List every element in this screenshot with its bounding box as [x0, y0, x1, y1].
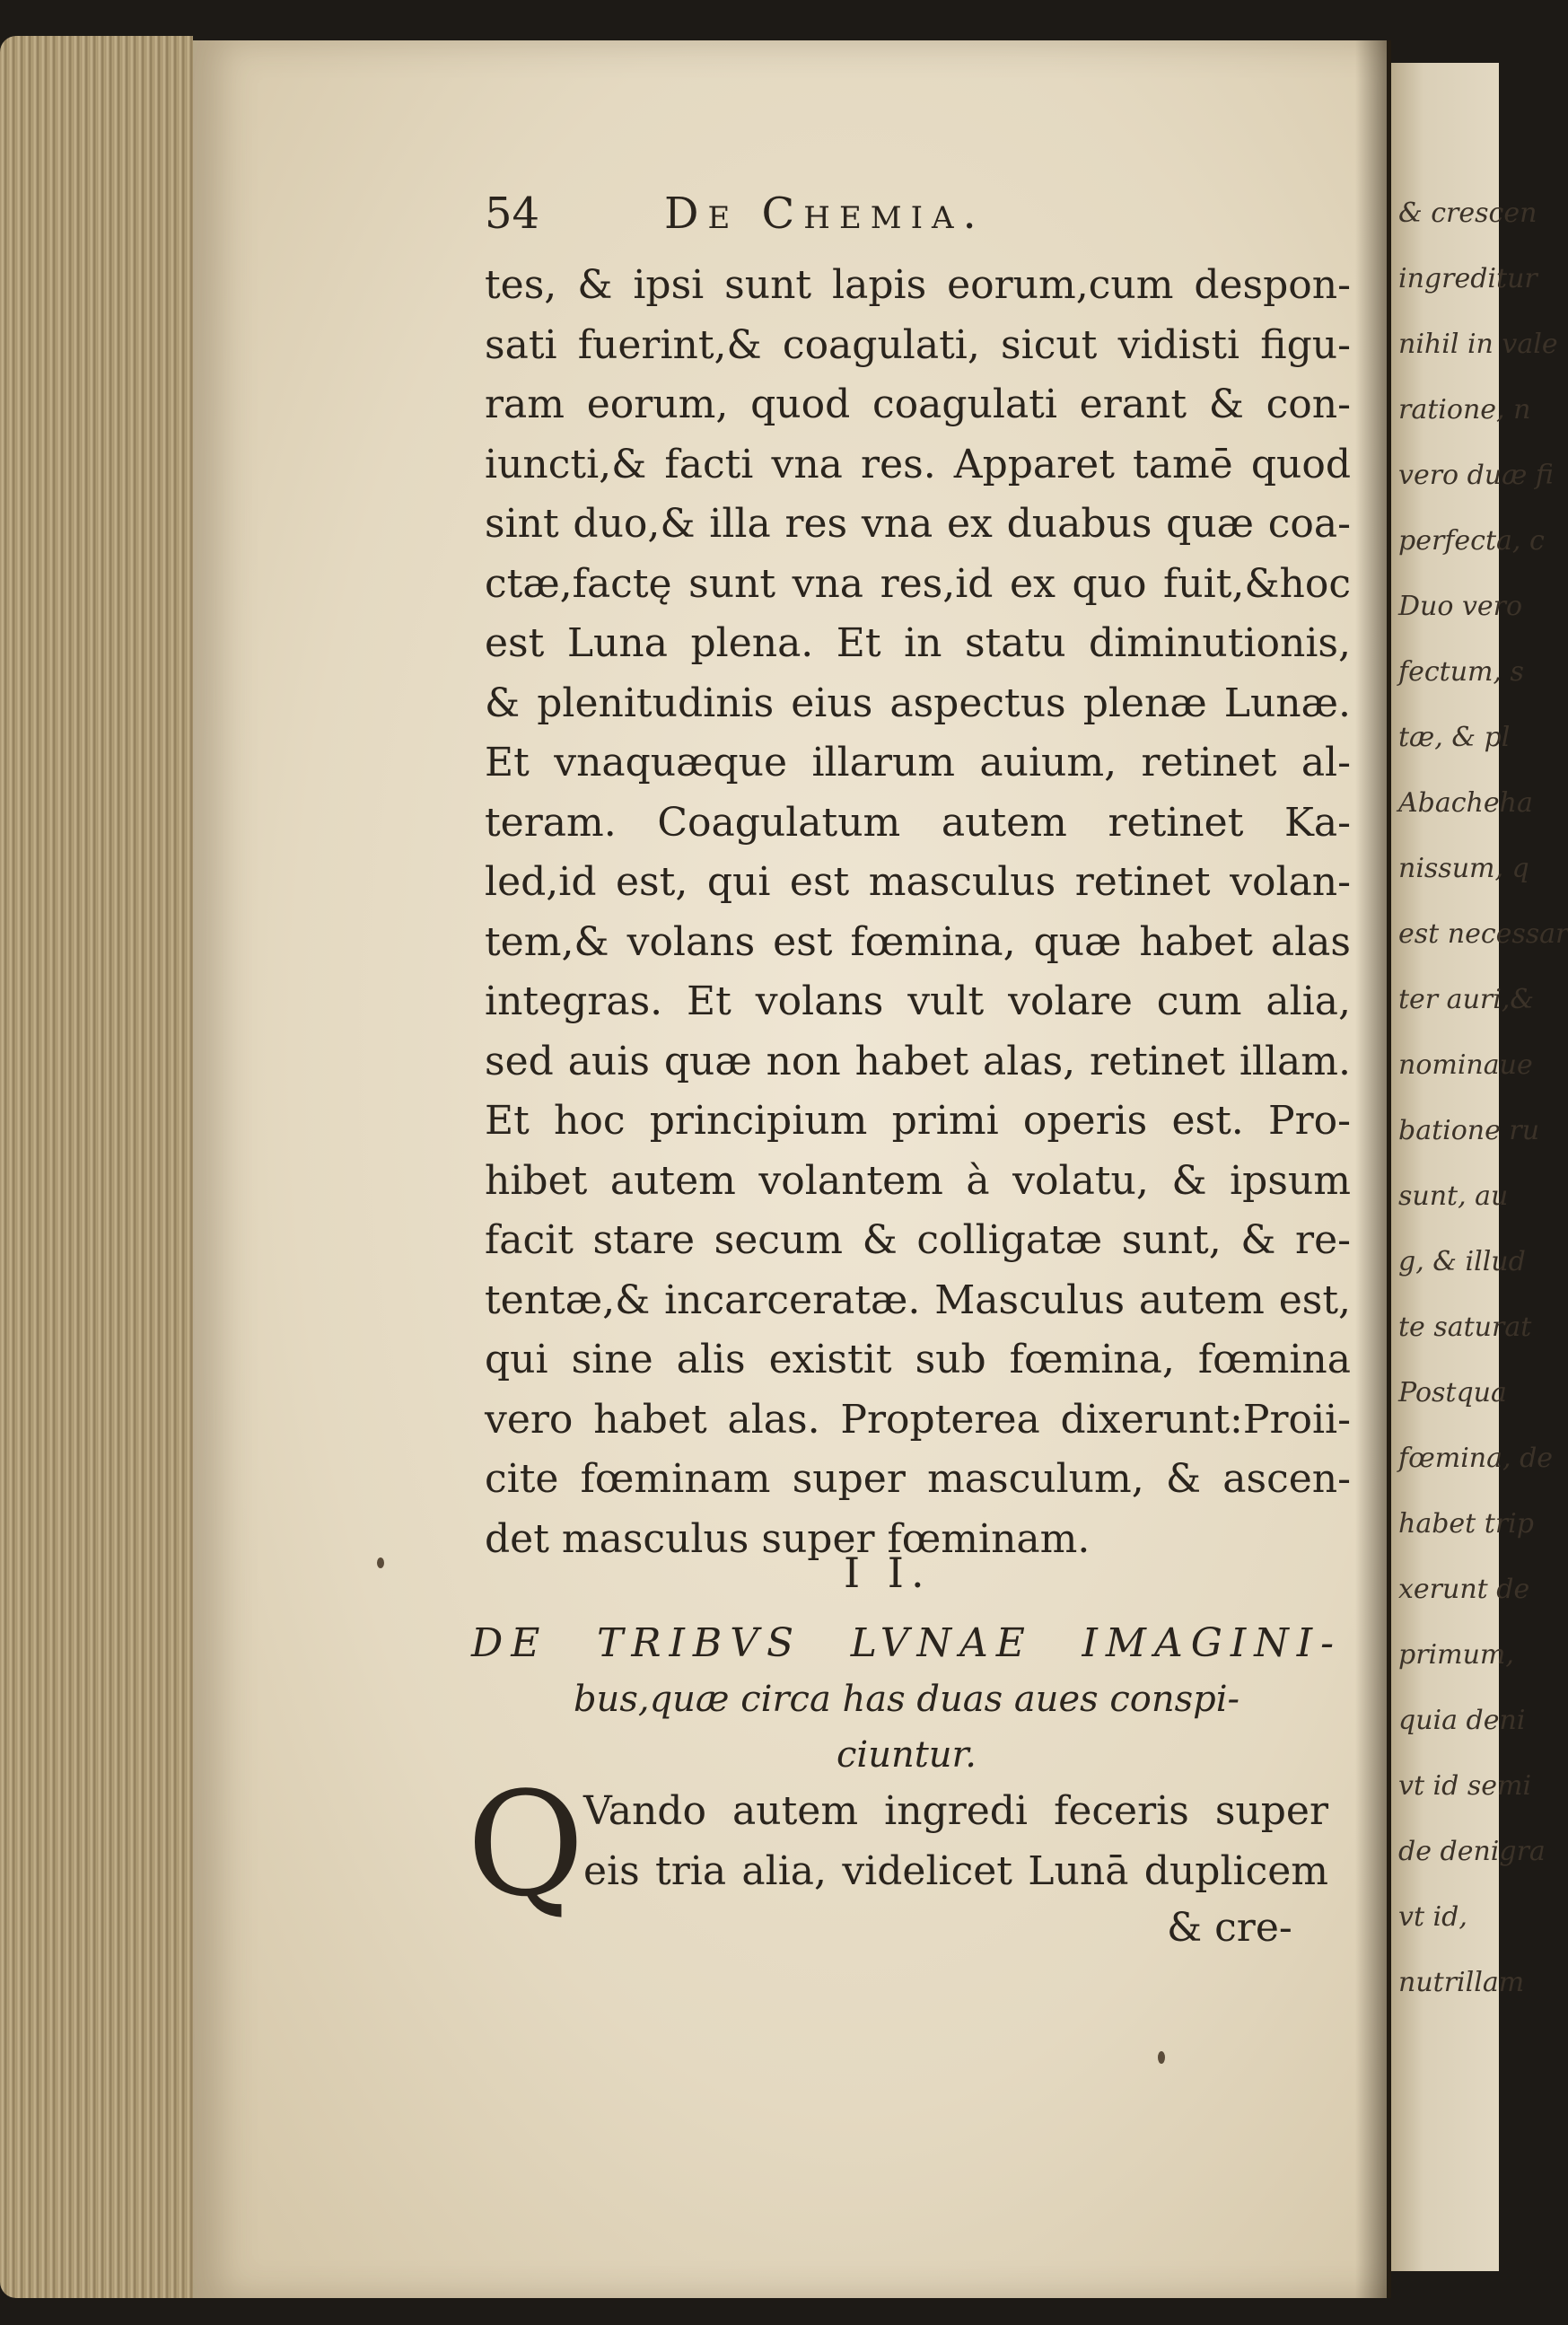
facing-page-text: ratione, n	[1398, 394, 1531, 426]
facing-page-text: vt id semi	[1398, 1770, 1532, 1802]
text-line: ctæ,factę sunt vna res,id ex quo fuit,&hoc	[485, 560, 1351, 607]
text-line: ram eorum, quod coagulati erant & con-	[485, 382, 1351, 427]
facing-page-text: ingreditur	[1398, 263, 1537, 294]
text-line: tentæ,& incarceratæ. Masculus autem est,	[485, 1277, 1351, 1323]
text-line: integras. Et volans vult volare cum alia,	[485, 978, 1351, 1024]
facing-page-text: ter auri,&	[1398, 984, 1535, 1015]
section-number: I I.	[844, 1549, 932, 1597]
ink-speck	[377, 1557, 384, 1568]
drop-cap: Q	[467, 1760, 585, 1928]
text-line: Vando autem ingredi feceris super	[583, 1788, 1328, 1834]
page-number: 54	[485, 189, 540, 239]
text-line: led,id est, qui est masculus retinet volan-	[485, 859, 1351, 905]
text-line: cite fœminam super masculum, & ascen-	[485, 1456, 1351, 1502]
facing-page-text: nissum, q	[1398, 853, 1529, 884]
facing-page-text: est necessar	[1398, 918, 1568, 950]
text-line: facit stare secum & colligatæ sunt, & re-	[485, 1217, 1351, 1263]
facing-page-text: Abacheha	[1398, 787, 1533, 819]
ink-speck	[1158, 2051, 1165, 2064]
paragraph-text	[583, 1782, 1328, 1901]
facing-page-text: xerunt de	[1398, 1574, 1530, 1605]
text-line: est Luna plena. Et in statu diminutionis,	[485, 620, 1351, 666]
facing-page-text: fectum, s	[1398, 656, 1524, 688]
text-line: vero habet alas. Propterea dixerunt:Proii-	[485, 1396, 1351, 1443]
facing-page-text: Postqua	[1398, 1377, 1507, 1408]
facing-page-text: nutrillam	[1398, 1967, 1525, 1998]
facing-page-fragment	[1391, 63, 1568, 2271]
text-line: Et hoc principium primi operis est. Pro-	[485, 1098, 1351, 1144]
section-title-line: ciuntur.	[837, 1734, 977, 1776]
facing-page-text: habet trip	[1398, 1508, 1534, 1540]
text-line: tes, & ipsi sunt lapis eorum,cum despon-	[485, 262, 1351, 308]
facing-page-text: nihil in vale	[1398, 329, 1558, 360]
main-text-block	[485, 256, 1351, 1569]
facing-page-text: vero duæ fi	[1398, 460, 1554, 491]
text-line: teram. Coagulatum autem retinet Ka-	[485, 799, 1351, 846]
facing-page-text: tæ, & pl	[1398, 722, 1511, 753]
facing-page-text: Duo vero	[1398, 591, 1523, 622]
text-line: qui sine alis existit sub fœmina, fœmina	[485, 1337, 1351, 1382]
facing-page-text: nominaue	[1398, 1049, 1533, 1081]
facing-page-text: fœmina, de	[1398, 1443, 1554, 1474]
facing-page-text: de denigra	[1398, 1836, 1546, 1867]
text-line: det masculus super fœminam.	[485, 1515, 1091, 1562]
facing-page-text: primum,	[1398, 1639, 1514, 1671]
gutter-shadow	[1355, 40, 1391, 2298]
facing-page-text: g, & illud	[1398, 1246, 1526, 1277]
text-line: Et vnaquæque illarum auium, retinet al-	[485, 740, 1351, 785]
running-head: De Chemia.	[664, 189, 985, 239]
text-line: & plenitudinis eius aspectus plenæ Lunæ.	[485, 680, 1351, 726]
facing-page-text: quia deni	[1398, 1705, 1526, 1736]
section-title-line: DE TRIBVS LVNAE IMAGINI-	[471, 1620, 1342, 1666]
text-line: eis tria alia, videlicet Lunā duplicem	[583, 1847, 1328, 1894]
facing-page-text: sunt, au	[1398, 1180, 1509, 1212]
text-line: sati fuerint,& coagulati, sicut vidisti figu-	[485, 321, 1351, 368]
facing-page-text: & crescen	[1398, 197, 1537, 229]
facing-page-text: batione ru	[1398, 1115, 1540, 1146]
facing-page-text: vt id,	[1398, 1901, 1467, 1933]
text-line: iuncti,& facti vna res. Apparet tamē quod	[485, 441, 1351, 487]
text-line: sed auis quæ non habet alas, retinet illam.	[485, 1038, 1351, 1084]
section-title	[471, 1616, 1342, 1783]
catchword: & cre-	[1167, 1905, 1292, 1951]
page-header	[485, 184, 1346, 251]
text-line: hibet autem volantem à volatu, & ipsum	[485, 1157, 1351, 1204]
facing-page-text: perfecta, c	[1398, 525, 1545, 557]
text-line: sint duo,& illa res vna ex duabus quæ coa-	[485, 501, 1351, 547]
book-page-edges	[0, 36, 193, 2298]
facing-page-text: te saturat	[1398, 1312, 1532, 1343]
text-line: tem,& volans est fœmina, quæ habet alas	[485, 918, 1351, 965]
section-title-line: bus,quæ circa has duas aues conspi-	[573, 1679, 1240, 1720]
